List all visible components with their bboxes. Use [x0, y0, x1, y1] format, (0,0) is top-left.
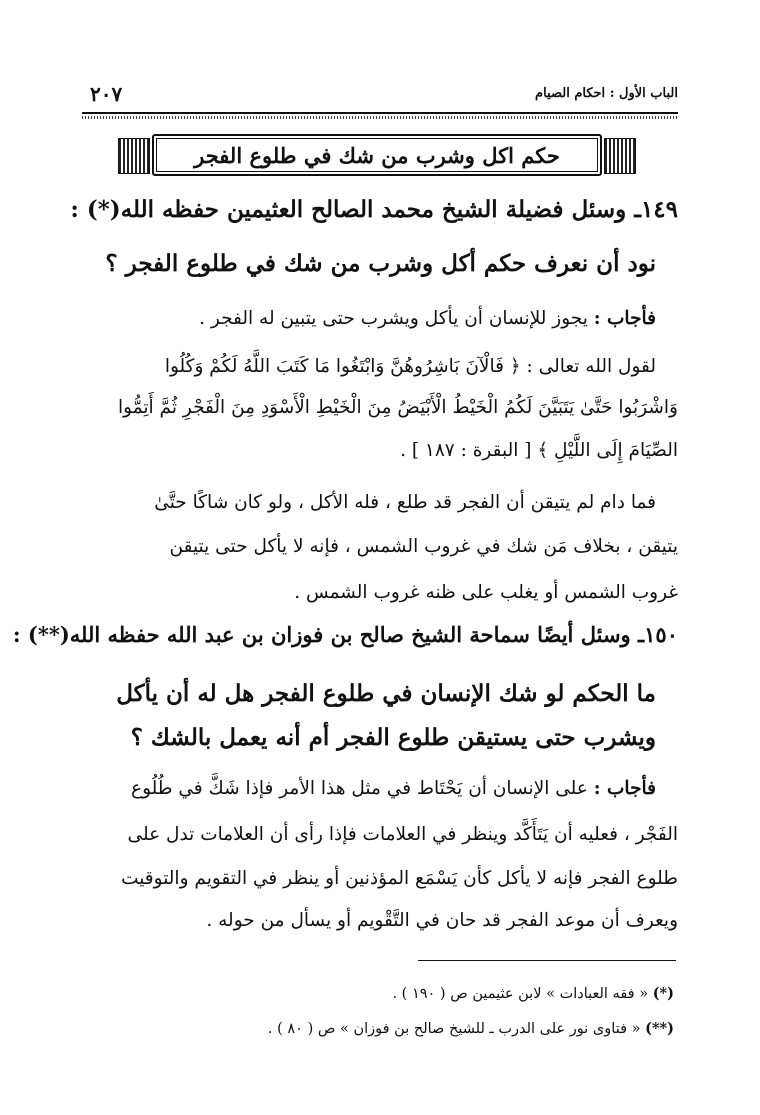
answer-150-first: على الإنسان أن يَحْتَاط في مثل هذا الأمر فإذا شَكَّ في طُلُوع [131, 778, 588, 799]
running-header [82, 78, 678, 112]
verse-line: لقول الله تعالى : ﴿ فَالْآنَ بَاشِرُوهُنَّ وَابْتَغُوا مَا كَتَبَ اللَّهُ لَكُمْ وَكُلُوا [164, 356, 656, 377]
header-rule [82, 112, 678, 114]
answer-149-intro [199, 308, 656, 329]
question-150-line: ويشرب حتى يستيقن طلوع الفجر أم أنه يعمل بالشك ؟ [130, 724, 656, 751]
answer-line: ويعرف أن موعد الفجر قد حان في التَّقْويم أو يسأل من حوله . [206, 910, 678, 931]
footnote-text: « فتاوى نور على الدرب ـ للشيخ صالح بن فوزان » ص ( ٨٠ ) . [267, 1021, 641, 1037]
verse-line: الصِّيَامَ إِلَى اللَّيْلِ ﴾ [ البقرة : ١٨٧ ] . [400, 440, 678, 461]
running-title: الباب الأول : احكام الصيام [535, 86, 678, 101]
answer-149-first: يجوز للإنسان أن يأكل ويشرب حتى يتبين له الفجر . [199, 308, 588, 329]
page-number: ٢٠٧ [90, 82, 123, 106]
footnote [392, 985, 674, 1002]
footnote-mark: (*) [652, 985, 674, 1002]
answer-label: فأجاب : [593, 778, 656, 799]
banner-ornament-right [604, 138, 636, 174]
answer-line: طلوع الفجر فإنه لا يأكل كأن يَسْمَع المؤذنين أو ينظر في التقويم والتوقيت [121, 868, 678, 889]
question-150-heading: ١٥٠ـ وسئل أيضًا سماحة الشيخ صالح بن فوزان بن عبد الله حفظه الله(**) : [12, 622, 678, 647]
footnote-text: « فقه العبادات » لابن عثيمين ص ( ١٩٠ ) . [392, 986, 649, 1002]
paragraph-line: غروب الشمس أو يغلب على ظنه غروب الشمس . [294, 582, 678, 603]
answer-line: الفَجْر ، فعليه أن يَتَأَكَّد وينظر في العلامات فإذا رأى أن العلامات تدل على [127, 824, 678, 845]
header-dotted-rule [82, 116, 678, 119]
question-150-line: ما الحكم لو شك الإنسان في طلوع الفجر هل له أن يأكل [116, 680, 656, 707]
answer-150-intro [131, 778, 656, 799]
paragraph-line: يتيقن ، بخلاف مَن شك في غروب الشمس ، فإنه لا يأكل حتى يتيقن [169, 536, 678, 557]
fatwa-150 [12, 620, 678, 950]
question-149-text: نود أن نعرف حكم أكل وشرب من شك في طلوع الفجر ؟ [105, 250, 656, 277]
fatwa-149 [70, 190, 678, 650]
section-title: حكم اكل وشرب من شك في طلوع الفجر [194, 143, 560, 168]
answer-label: فأجاب : [593, 308, 656, 329]
paragraph-line: فما دام لم يتيقن أن الفجر قد طلع ، فله الأكل ، ولو كان شاكًا حتَّىٰ [154, 492, 656, 513]
footnote [268, 1020, 674, 1037]
question-149-heading: ١٤٩ـ وسئل فضيلة الشيخ محمد الصالح العثيمين حفظه الله(*) : [70, 196, 678, 223]
footnote-mark: (**) [645, 1020, 674, 1037]
verse-line: وَاشْرَبُوا حَتَّىٰ يَتَبَيَّنَ لَكُمُ الْخَيْطُ الْأَبْيَضُ مِنَ الْخَيْطِ الْأَسْوَدِ مِنَ الْفَجْرِ ثُمَّ أَتِمُّوا [118, 397, 678, 418]
footnote-rule [418, 960, 676, 961]
section-title-banner [118, 134, 636, 176]
